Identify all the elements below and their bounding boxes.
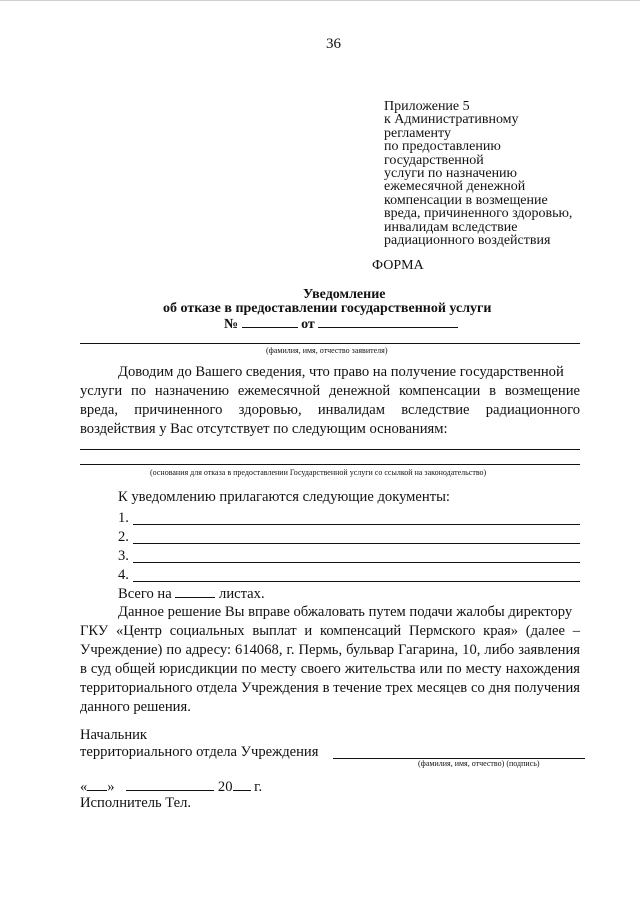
appendix-line: компенсации в возмещение [384, 192, 548, 208]
appeal-line: данного решения. [80, 699, 191, 715]
total-suffix: листах. [219, 586, 265, 602]
from-label: от [301, 317, 315, 332]
reasons-line-2[interactable] [80, 464, 580, 465]
appendix-line: государственной [384, 152, 484, 168]
month-field[interactable] [126, 778, 214, 791]
attachment-line[interactable] [133, 543, 580, 544]
appendix-block [384, 100, 624, 247]
reasons-line-1[interactable] [80, 449, 580, 450]
applicant-name-line[interactable] [80, 343, 580, 344]
attachment-number: 3. [118, 548, 129, 564]
date-field[interactable] [318, 315, 458, 328]
title-line-2: об отказе в предоставлении государственной услуги [163, 301, 492, 316]
appendix-line: услуги по назначению [384, 166, 518, 182]
body-line: вреда, причиненного здоровью, инвалидам вследствие радиационного [80, 402, 580, 418]
appeal-line: Данное решение Вы вправе обжаловать путем подачи жалобы директору [118, 604, 573, 620]
number-field[interactable] [242, 315, 298, 328]
page-number: 36 [326, 36, 341, 52]
attachments-intro: К уведомлению прилагаются следующие документы: [118, 489, 450, 505]
day-field[interactable] [87, 778, 107, 791]
signature-caption: (фамилия, имя, отчество) (подпись) [418, 759, 540, 768]
attachment-number: 1. [118, 510, 129, 526]
appendix-line: вреда, причиненного здоровью, [384, 206, 573, 222]
title-line-1: Уведомление [303, 287, 386, 302]
appendix-line: ежемесячной денежной [384, 179, 526, 195]
appendix-line: регламенту [384, 125, 451, 141]
applicant-caption: (фамилия, имя, отчество заявителя) [266, 346, 388, 355]
date-close-quote: » [107, 779, 115, 795]
year-prefix: 20 [217, 779, 233, 795]
body-line: Доводим до Вашего сведения, что право на получение государственной [118, 364, 564, 380]
appeal-line: территориального отдела Учреждения в течение трех месяцев со дня получения [80, 680, 580, 696]
appeal-line: ГКУ «Центр социальных выплат и компенсаций Пермского края» (далее – [80, 623, 580, 639]
attachment-number: 4. [118, 567, 129, 583]
top-border [0, 0, 640, 1]
appendix-line: по предоставлению [384, 139, 501, 155]
number-label: № [224, 317, 239, 332]
form-label: ФОРМА [372, 258, 424, 273]
appeal-line: в суд общей юрисдикции по месту своего жительства или по месту нахождения [80, 661, 580, 677]
attachment-line[interactable] [133, 524, 580, 525]
year-field[interactable] [233, 778, 251, 791]
attachment-line[interactable] [133, 562, 580, 563]
signature-title-2: территориального отдела Учреждения [80, 744, 319, 760]
appeal-line: Учреждение) по адресу: 614068, г. Пермь, бульвар Гагарина, 10, либо заявления [80, 642, 580, 658]
appendix-line: радиационного воздействия [384, 233, 551, 249]
reasons-caption: (основания для отказа в предоставлении Государственной услуги со ссылкой на законодательство) [150, 468, 487, 477]
attachment-number: 2. [118, 529, 129, 545]
body-line: услуги по назначению ежемесячной денежной компенсации в возмещение [80, 383, 580, 399]
sheets-count-field[interactable] [175, 585, 215, 598]
date-line [80, 778, 262, 796]
title-number-line [224, 315, 458, 333]
date-open-quote: « [80, 779, 88, 795]
body-line: воздействия у Вас отсутствует по следующим основаниям: [80, 421, 448, 437]
appendix-line: инвалидам вследствие [384, 219, 518, 235]
total-prefix: Всего на [118, 586, 172, 602]
appendix-line: к Административному [384, 112, 519, 128]
executor-line: Исполнитель Тел. [80, 795, 192, 811]
signature-title-1: Начальник [80, 727, 148, 743]
appendix-line: Приложение 5 [384, 99, 470, 114]
attachment-line[interactable] [133, 581, 580, 582]
total-sheets-line [118, 585, 265, 603]
year-suffix: г. [254, 779, 263, 795]
